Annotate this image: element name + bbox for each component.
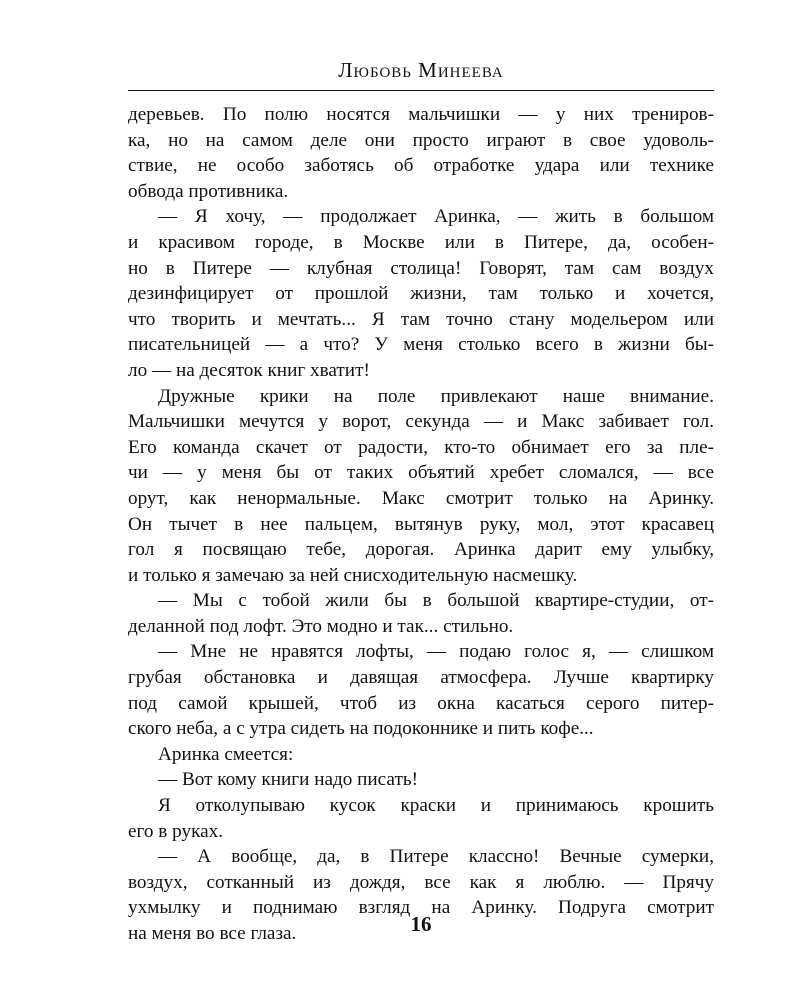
text-line: орут, как ненормальные. Макс смотрит только на Аринку. [128,487,714,509]
text-line: Аринка смеется: [158,743,294,765]
text-line: — А вообще, да, в Питере классно! Вечные сумерки, [158,846,714,868]
text-line: — Мне не нравятся лофты, — подаю голос я, — слишком [158,641,714,663]
running-head: Любовь Минеева [338,58,504,82]
text-line: воздух, сотканный из дождя, все как я люблю. — Прячу [128,871,714,893]
text-line: дезинфицирует от прошлой жизни, там только и хочется, [128,283,714,305]
text-line: обвода противника. [128,180,289,202]
text-line: но в Питере — клубная столица! Говорят, там сам воздух [128,257,714,279]
text-line: деланной под лофт. Это модно и так... стильно. [128,615,514,637]
text-line: его в руках. [128,820,224,842]
text-line: что творить и мечтать... Я там точно стану модельером или [128,308,714,330]
text-line: ухмылку и поднимаю взгляд на Аринку. Подруга смотрит [128,897,714,919]
text-line: и только я замечаю за ней снисходительную насмешку. [128,564,578,586]
text-line: Я отколупываю кусок краски и принимаюсь крошить [158,795,714,817]
text-line: — Мы с тобой жили бы в большой квартире-студии, от- [158,590,714,612]
text-line: Его команда скачет от радости, кто-то обнимает его за пле- [128,436,714,458]
body-text [128,102,714,947]
text-line: ло — на десяток книг хватит! [128,359,370,381]
text-line: гол я посвящаю тебе, дорогая. Аринка дарит ему улыбку, [128,539,714,561]
text-line: чи — у меня бы от таких объятий хребет сломался, — все [128,462,714,484]
text-line: — Я хочу, — продолжает Аринка, — жить в большом [158,206,714,228]
text-line: деревьев. По полю носятся мальчишки — у них трениров- [128,104,714,125]
text-line: и красивом городе, в Москве или в Питере, да, особен- [128,231,714,253]
text-line: ка, но на самом деле они просто играют в свое удоволь- [128,129,714,151]
text-line: на меня во все глаза. [128,923,297,944]
text-line: под самой крышей, чтоб из окна касаться серого питер- [128,692,714,714]
text-line: Мальчишки мечутся у ворот, секунда — и Макс забивает гол. [128,411,714,433]
header-rule [128,90,714,91]
text-line: Он тычет в нее пальцем, вытянув руку, мол, этот красавец [128,513,714,535]
text-line: Дружные крики на поле привлекают наше внимание. [158,385,714,407]
text-line: ствие, не особо заботясь об отработке удара или технике [128,155,714,177]
text-line: — Вот кому книги надо писать! [158,769,418,791]
text-line: ского неба, а с утра сидеть на подоконнике и пить кофе... [128,718,594,740]
page-number: 16 [410,912,432,936]
text-line: писательницей — а что? У меня столько всего в жизни бы- [128,334,714,356]
text-line: грубая обстановка и давящая атмосфера. Лучше квартирку [128,667,714,689]
